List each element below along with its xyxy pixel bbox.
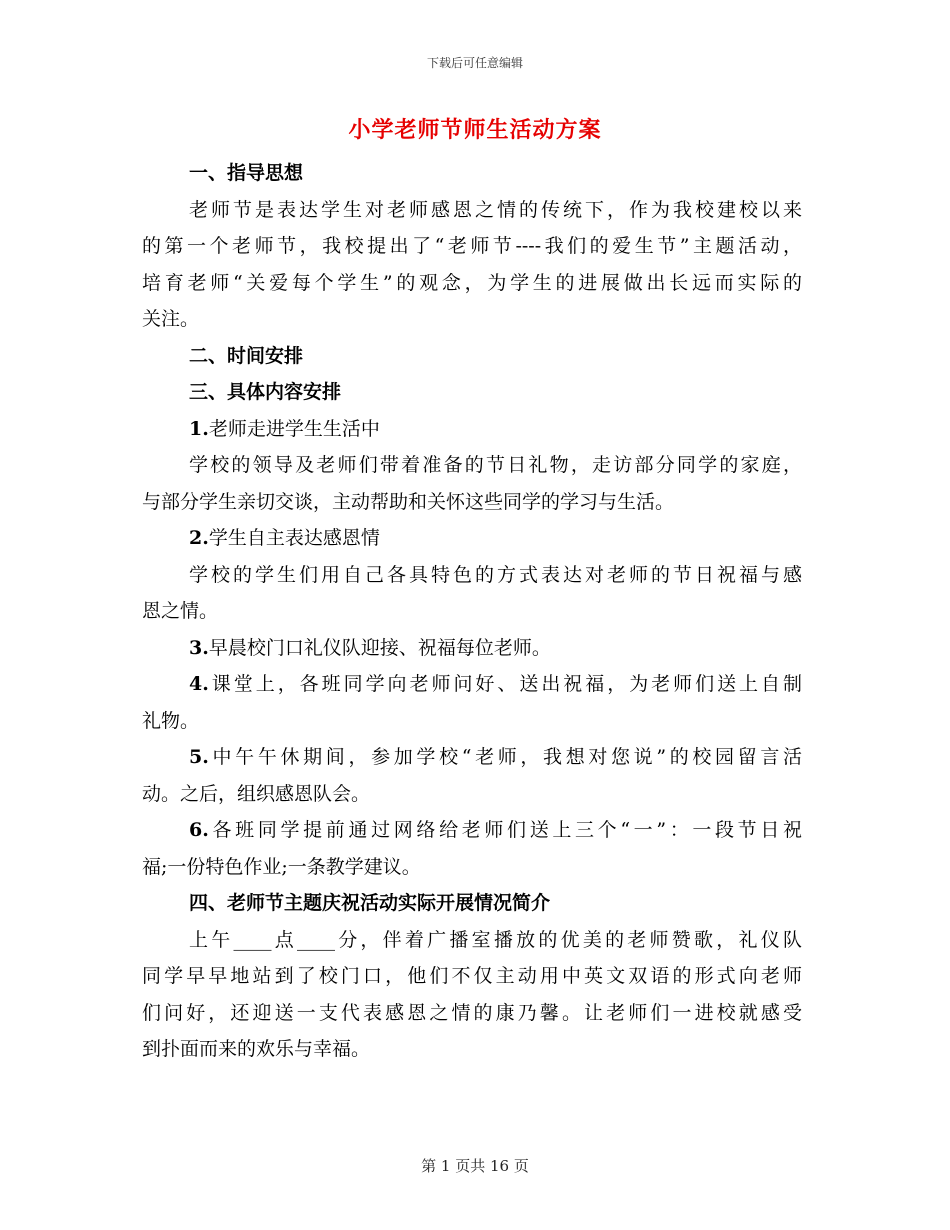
section-heading <box>142 155 802 192</box>
paragraph-line <box>142 922 802 959</box>
list-item-number: 2. <box>189 527 209 549</box>
line-text: 们问好，还迎送一支代表感恩之情的康乃馨。让老师们一进校就感受 <box>142 1001 802 1024</box>
section-heading <box>142 338 802 375</box>
list-item <box>142 812 802 849</box>
list-item-number: 6. <box>189 819 209 841</box>
paragraph-line <box>142 192 802 229</box>
list-item <box>142 411 802 448</box>
paragraph-line <box>142 849 802 886</box>
section-heading <box>142 374 802 411</box>
line-text: 与部分学生亲切交谈，主动帮助和关怀这些同学的学习与生活。 <box>142 490 675 513</box>
paragraph-line <box>142 776 802 813</box>
list-item-number: 4. <box>189 673 209 695</box>
line-text: 到扑面而来的欢乐与幸福。 <box>142 1038 371 1060</box>
line-text: 培育老师“关爱每个学生”的观念，为学生的进展做出长远而实际的 <box>142 271 802 294</box>
paragraph-line <box>142 593 802 630</box>
line-text: 老师节是表达学生对老师感恩之情的传统下，作为我校建校以来 <box>189 198 802 221</box>
page-footer: 第 1 页共 16 页 <box>421 1157 529 1175</box>
line-text: 学校的学生们用自己各具特色的方式表达对老师的节日祝福与感 <box>189 563 802 586</box>
line-text: 的第一个老师节，我校提出了“老师节----我们的爱生节”主题活动， <box>142 235 802 257</box>
paragraph-line <box>142 484 802 521</box>
paragraph-line <box>142 557 802 594</box>
document-body <box>142 155 802 1068</box>
paragraph-line <box>142 228 802 265</box>
list-item <box>142 520 802 557</box>
line-text: 福;一份特色作业;一条教学建议。 <box>142 855 421 878</box>
header-note: 下载后可任意编辑 <box>426 56 523 70</box>
line-text: 三、具体内容安排 <box>189 381 342 403</box>
line-text: 恩之情。 <box>142 600 219 622</box>
line-text: 早晨校门口礼仪队迎接、祝福每位老师。 <box>208 636 551 659</box>
list-item <box>142 666 802 703</box>
paragraph-line <box>142 958 802 995</box>
paragraph-line <box>142 703 802 740</box>
paragraph-line <box>142 447 802 484</box>
list-item-number: 1. <box>189 417 209 440</box>
line-text: 老师走进学生生活中 <box>208 417 380 440</box>
paragraph-line <box>142 1031 802 1068</box>
line-text: 学校的领导及老师们带着准备的节日礼物，走访部分同学的家庭， <box>189 454 802 476</box>
line-text: 四、老师节主题庆祝活动实际开展情况简介 <box>189 892 551 914</box>
line-text: 课堂上，各班同学向老师问好、送出祝福，为老师们送上自制 <box>208 673 802 695</box>
section-heading <box>142 885 802 922</box>
paragraph-line <box>142 995 802 1032</box>
line-text: 礼物。 <box>142 709 200 732</box>
line-text: 二、时间安排 <box>189 344 304 367</box>
line-text: 同学早早地站到了校门口，他们不仅主动用中英文双语的形式向老师 <box>142 965 802 987</box>
line-text: 学生自主表达感恩情 <box>208 527 380 549</box>
list-item <box>142 630 802 667</box>
line-text: 动。之后，组织感恩队会。 <box>142 782 371 805</box>
line-text: 一、指导思想 <box>189 162 304 184</box>
line-text: 关注。 <box>142 308 200 330</box>
line-text: 中午午休期间，参加学校“老师，我想对您说”的校园留言活 <box>208 746 802 768</box>
paragraph-line <box>142 265 802 302</box>
line-text: 各班同学提前通过网络给老师们送上三个“一”：一段节日祝 <box>208 819 802 841</box>
line-text: 上午____点____分，伴着广播室播放的优美的老师赞歌，礼仪队 <box>189 928 802 951</box>
document-title: 小学老师节师生活动方案 <box>348 117 602 143</box>
list-item-number: 5. <box>189 746 209 768</box>
list-item <box>142 739 802 776</box>
paragraph-line <box>142 301 802 338</box>
list-item-number: 3. <box>189 636 209 659</box>
